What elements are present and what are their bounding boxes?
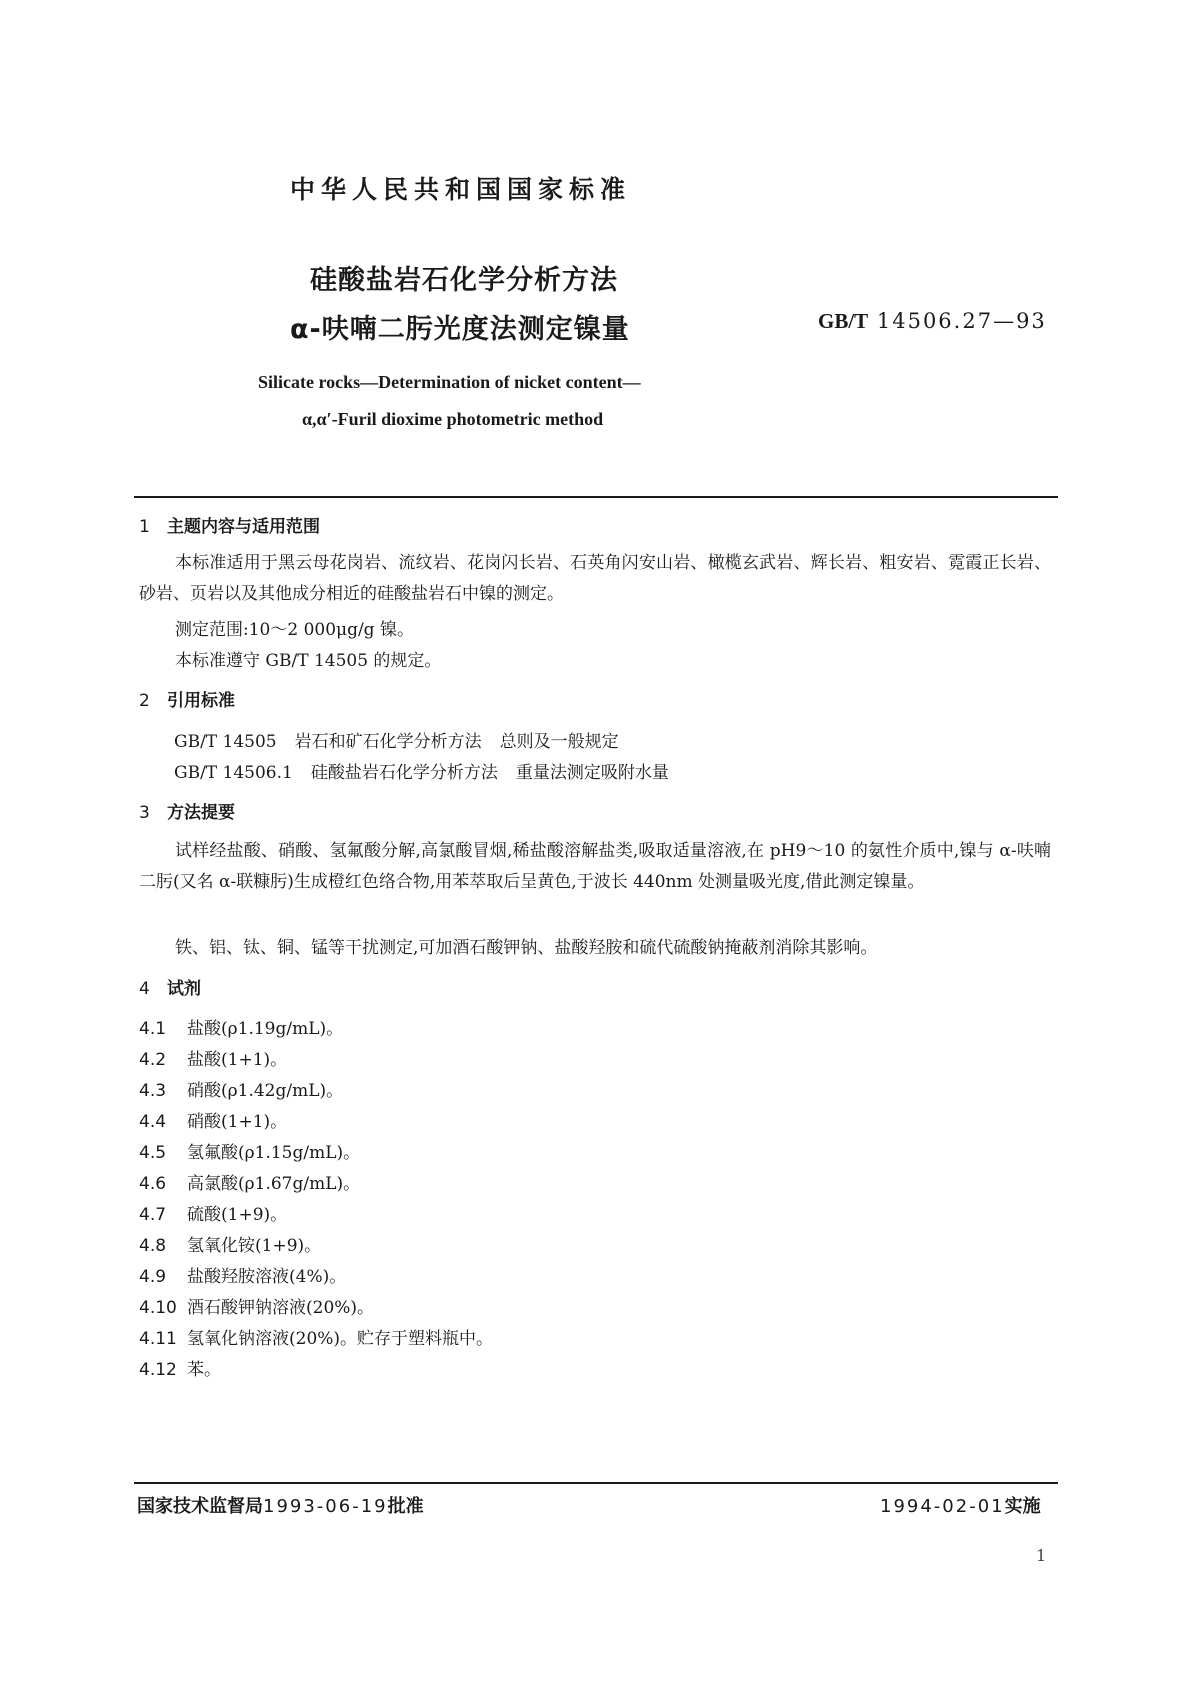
implementation-date: 1994-02-01 [880, 1496, 1005, 1517]
reference-name: 岩石和矿石化学分析方法 [294, 732, 482, 752]
reagent-number: 4.3 [139, 1081, 167, 1101]
section-3-paragraph-1: 试样经盐酸、硝酸、氢氟酸分解,高氯酸冒烟,稀盐酸溶解盐类,吸取适量溶液,在 pH9～10 的氨性介质中,镍与 α-呋喃二肟(又名 α-联糠肟)生成橙红色络合物,用苯萃取后呈黄色,于波长 440nm 处测量吸光度,借此测定镍量。 [139, 841, 1051, 892]
reagent-number: 4.9 [139, 1267, 167, 1287]
reagent-number: 4.10 [139, 1298, 177, 1318]
reagent-text: 氢氟酸(ρ1.15g/mL)。 [187, 1143, 361, 1163]
reagent-text: 硝酸(1+1)。 [187, 1112, 288, 1132]
section-title: 方法提要 [167, 803, 235, 823]
reagent-item [139, 1324, 493, 1349]
reagent-item [139, 1014, 343, 1039]
standard-number-value: 14506.27—93 [868, 309, 1047, 333]
section-3-heading [139, 798, 235, 823]
reference-subtitle: 总则及一般规定 [499, 732, 619, 752]
standard-number-prefix: GB/T [818, 309, 869, 333]
section-number: 3 [139, 803, 150, 823]
reagent-number: 4.6 [139, 1174, 167, 1194]
reagent-text: 硫酸(1+9)。 [187, 1205, 288, 1225]
section-number: 1 [139, 517, 150, 537]
section-title: 主题内容与适用范围 [167, 517, 320, 537]
reagent-text: 酒石酸钾钠溶液(20%)。 [187, 1298, 375, 1318]
approval-info [137, 1492, 424, 1518]
section-title: 试剂 [167, 979, 201, 999]
english-title-line-1: Silicate rocks—Determination of nicket content— [258, 372, 641, 392]
reagent-number: 4.4 [139, 1112, 167, 1132]
reagent-item [139, 1107, 287, 1132]
section-1-paragraph-1: 本标准适用于黑云母花岗岩、流纹岩、花岗闪长岩、石英角闪安山岩、橄榄玄武岩、辉长岩、粗安岩、霓霞正长岩、砂岩、页岩以及其他成分相近的硅酸盐岩石中镍的测定。 [139, 553, 1051, 604]
reagent-number: 4.5 [139, 1143, 167, 1163]
reagent-text: 高氯酸(ρ1.67g/mL)。 [187, 1174, 361, 1194]
reagent-item [139, 1200, 287, 1225]
section-number: 4 [139, 979, 150, 999]
reagent-text: 氢氧化钠溶液(20%)。贮存于塑料瓶中。 [187, 1329, 494, 1349]
reagent-number: 4.2 [139, 1050, 167, 1070]
reagent-item [139, 1138, 360, 1163]
reagent-item [139, 1355, 221, 1380]
reagent-item [139, 1169, 360, 1194]
reagent-number: 4.1 [139, 1019, 167, 1039]
standard-number [818, 309, 1047, 334]
reagent-number: 4.11 [139, 1329, 177, 1349]
reagent-item [139, 1262, 346, 1287]
section-number: 2 [139, 691, 150, 711]
reference-name: 硅酸盐岩石化学分析方法 [310, 763, 498, 783]
reference-code: GB/T 14505 [174, 732, 277, 752]
approval-org: 国家技术监督局 [137, 1496, 263, 1517]
approval-label: 批准 [387, 1496, 424, 1517]
reagent-text: 盐酸羟胺溶液(4%)。 [187, 1267, 347, 1287]
chinese-title-line-1: 硅酸盐岩石化学分析方法 [310, 265, 618, 296]
section-1-paragraph-2: 测定范围:10～2 000μg/g 镍。 [175, 620, 414, 640]
reagent-text: 苯。 [187, 1360, 221, 1380]
reference-code: GB/T 14506.1 [174, 763, 293, 783]
section-4-heading [139, 974, 201, 999]
reagent-item [139, 1076, 343, 1101]
page-number: 1 [1036, 1546, 1047, 1565]
approval-date: 1993-06-19 [263, 1496, 388, 1517]
reagent-item [139, 1293, 374, 1318]
reagent-item [139, 1045, 287, 1070]
section-3-paragraph-2: 铁、铝、钛、铜、锰等干扰测定,可加酒石酸钾钠、盐酸羟胺和硫代硫酸钠掩蔽剂消除其影响。 [175, 938, 878, 958]
implementation-info [880, 1492, 1041, 1518]
header-divider [134, 496, 1058, 498]
footer-divider [134, 1482, 1058, 1484]
reagent-text: 硝酸(ρ1.42g/mL)。 [187, 1081, 344, 1101]
reference-subtitle: 重量法测定吸附水量 [515, 763, 669, 783]
chinese-title-line-2: α-呋喃二肟光度法测定镍量 [290, 314, 630, 345]
reference-item [174, 758, 669, 783]
section-1-heading [139, 512, 320, 537]
reagent-number: 4.8 [139, 1236, 167, 1256]
reagent-item [139, 1231, 321, 1256]
english-title-line-2: α,α′-Furil dioxime photometric method [302, 409, 604, 429]
reagent-text: 盐酸(ρ1.19g/mL)。 [187, 1019, 344, 1039]
reagent-number: 4.12 [139, 1360, 177, 1380]
reagent-text: 氢氧化铵(1+9)。 [187, 1236, 322, 1256]
section-1-paragraph-3: 本标准遵守 GB/T 14505 的规定。 [175, 651, 442, 671]
reagent-text: 盐酸(1+1)。 [187, 1050, 288, 1070]
implementation-label: 实施 [1004, 1496, 1041, 1517]
section-title: 引用标准 [167, 691, 235, 711]
national-standard-title: 中华人民共和国国家标准 [290, 175, 632, 204]
section-2-heading [139, 686, 235, 711]
reagent-number: 4.7 [139, 1205, 167, 1225]
reference-item [174, 727, 619, 752]
